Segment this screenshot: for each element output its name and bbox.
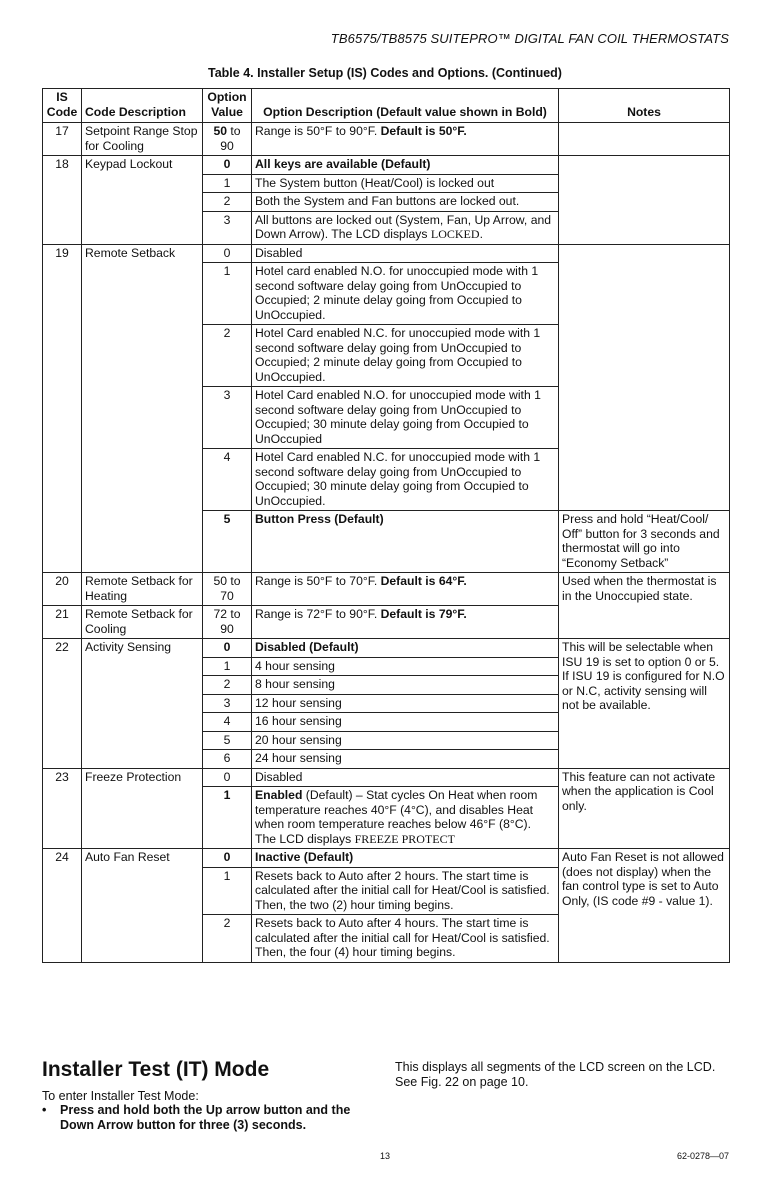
- code-description: Auto Fan Reset: [82, 849, 203, 963]
- code-description: Remote Setback: [82, 244, 203, 573]
- option-value: 5: [203, 731, 252, 750]
- option-value: 3: [203, 694, 252, 713]
- option-description: Button Press (Default): [252, 511, 559, 573]
- table-row: [43, 573, 730, 606]
- installer-setup-table: [42, 88, 730, 963]
- option-value: 72 to 90: [203, 606, 252, 639]
- option-value: 1: [203, 263, 252, 325]
- instruction-step: [42, 1103, 372, 1133]
- option-value: 2: [203, 193, 252, 212]
- is-code: 22: [43, 639, 82, 769]
- is-code: 18: [43, 156, 82, 245]
- option-description: Inactive (Default): [252, 849, 559, 868]
- instruction-text: Press and hold both the Up arrow button and the Down Arrow button for three (3) seconds.: [60, 1103, 351, 1132]
- notes: Auto Fan Reset is not allowed (does not display) when the fan control type is set to Auto Only, (IS code #9 - value 1).: [559, 849, 730, 963]
- option-value: 3: [203, 211, 252, 244]
- lcd-text-locked: LOCKED: [430, 227, 480, 241]
- is-code: 19: [43, 244, 82, 573]
- document-number: 62-0278—07: [676, 1151, 729, 1161]
- option-value: 0: [203, 244, 252, 263]
- table-row: [43, 123, 730, 156]
- code-description: Remote Setback for Heating: [82, 573, 203, 606]
- option-description: 24 hour sensing: [252, 750, 559, 769]
- option-description: Hotel card enabled N.O. for unoccupied mode with 1 second software delay going from UnOccupied to Occupied; 2 minute delay going from Occupied to UnOccupied.: [252, 263, 559, 325]
- option-value: 5: [203, 511, 252, 573]
- option-value: 0: [203, 639, 252, 658]
- section-intro: To enter Installer Test Mode:: [42, 1089, 199, 1103]
- notes: Used when the thermostat is in the Unoccupied state.: [559, 573, 730, 639]
- option-value: 1: [203, 787, 252, 849]
- table-row: [43, 639, 730, 658]
- option-value: 0: [203, 768, 252, 787]
- option-description: 20 hour sensing: [252, 731, 559, 750]
- lcd-text-freeze-protect: FREEZE PROTECT: [354, 831, 455, 846]
- option-description: 16 hour sensing: [252, 713, 559, 732]
- option-description: 8 hour sensing: [252, 676, 559, 695]
- table-row: [43, 768, 730, 787]
- option-value: 2: [203, 676, 252, 695]
- option-value: 50 to 70: [203, 573, 252, 606]
- option-description: Disabled (Default): [252, 639, 559, 658]
- option-description: Range is 72°F to 90°F. Default is 79°F.: [252, 606, 559, 639]
- option-value: 1: [203, 174, 252, 193]
- code-description: Keypad Lockout: [82, 156, 203, 245]
- page-number: 13: [380, 1151, 391, 1161]
- option-description: All keys are available (Default): [252, 156, 559, 175]
- option-description: All buttons are locked out (System, Fan, Up Arrow, and Down Arrow). The LCD displays LOCKED.: [252, 211, 559, 244]
- option-value: 0: [203, 849, 252, 868]
- col-is-code: IS Code: [43, 89, 82, 123]
- option-description: Range is 50°F to 90°F. Default is 50°F.: [252, 123, 559, 156]
- col-option-value: Option Value: [203, 89, 252, 123]
- code-description: Freeze Protection: [82, 768, 203, 849]
- option-value: 0: [203, 156, 252, 175]
- option-value: 6: [203, 750, 252, 769]
- col-notes: Notes: [559, 89, 730, 123]
- option-description: 4 hour sensing: [252, 657, 559, 676]
- option-description: Range is 50°F to 70°F. Default is 64°F.: [252, 573, 559, 606]
- table-title: Table 4. Installer Setup (IS) Codes and Options. (Continued): [208, 66, 562, 80]
- notes: [559, 244, 730, 511]
- option-description: Hotel Card enabled N.C. for unoccupied mode with 1 second software delay going from UnOccupied to Occupied; 2 minute delay going from Occupied to UnOccupied.: [252, 325, 559, 387]
- option-value: 2: [203, 325, 252, 387]
- section-note: This displays all segments of the LCD screen on the LCD. See Fig. 22 on page 10.: [395, 1060, 716, 1089]
- section-heading: Installer Test (IT) Mode: [42, 1058, 270, 1081]
- is-code: 24: [43, 849, 82, 963]
- option-description: Enabled (Default) – Stat cycles On Heat when room temperature reaches 40°F (4°C), and disables Heat when room temperature reaches below 46°F (8°C). The LCD displays FREEZE PROTECT: [252, 787, 559, 849]
- notes: This will be selectable when ISU 19 is set to option 0 or 5. If ISU 19 is configured for N.O or N.C, activity sensing will not be available.: [559, 639, 730, 769]
- code-description: Activity Sensing: [82, 639, 203, 769]
- notes: [559, 156, 730, 245]
- notes: [559, 123, 730, 156]
- option-value: 3: [203, 387, 252, 449]
- col-code-description: Code Description: [82, 89, 203, 123]
- is-code: 17: [43, 123, 82, 156]
- table-header-row: [43, 89, 730, 123]
- option-description: Hotel Card enabled N.C. for unoccupied mode with 1 second software delay going from UnOccupied to Occupied; 30 minute delay going from Occupied to UnOccupied.: [252, 449, 559, 511]
- option-value: 4: [203, 449, 252, 511]
- option-description: Hotel Card enabled N.O. for unoccupied mode with 1 second software delay going from UnOccupied to Occupied; 30 minute delay going from Occupied to UnOccupied: [252, 387, 559, 449]
- option-description: Resets back to Auto after 4 hours. The start time is calculated after the initial call for Heat/Cool is satisfied. Then, the four (4) hour timing begins.: [252, 915, 559, 963]
- is-code: 23: [43, 768, 82, 849]
- option-description: Disabled: [252, 244, 559, 263]
- running-header: TB6575/TB8575 SUITEPRO™ DIGITAL FAN COIL THERMOSTATS: [330, 31, 729, 46]
- code-description: Setpoint Range Stop for Cooling: [82, 123, 203, 156]
- option-value: 4: [203, 713, 252, 732]
- is-code: 21: [43, 606, 82, 639]
- bullet-marker: •: [42, 1103, 47, 1117]
- code-description: Remote Setback for Cooling: [82, 606, 203, 639]
- option-description: The System button (Heat/Cool) is locked out: [252, 174, 559, 193]
- table-row: [43, 244, 730, 263]
- option-description: Resets back to Auto after 2 hours. The start time is calculated after the initial call for Heat/Cool is satisfied. Then, the two (2) hour timing begins.: [252, 867, 559, 915]
- option-value: 50 to 90: [203, 123, 252, 156]
- option-value: 2: [203, 915, 252, 963]
- table-row: [43, 156, 730, 175]
- option-description: Disabled: [252, 768, 559, 787]
- table-row: [43, 849, 730, 868]
- option-value: 1: [203, 867, 252, 915]
- option-description: Both the System and Fan buttons are locked out.: [252, 193, 559, 212]
- option-description: 12 hour sensing: [252, 694, 559, 713]
- option-value: 1: [203, 657, 252, 676]
- is-code: 20: [43, 573, 82, 606]
- notes: This feature can not activate when the application is Cool only.: [559, 768, 730, 849]
- col-option-description: Option Description (Default value shown in Bold): [252, 89, 559, 123]
- notes: Press and hold “Heat/Cool/ Off” button for 3 seconds and thermostat will go into “Economy Setback”: [559, 511, 730, 573]
